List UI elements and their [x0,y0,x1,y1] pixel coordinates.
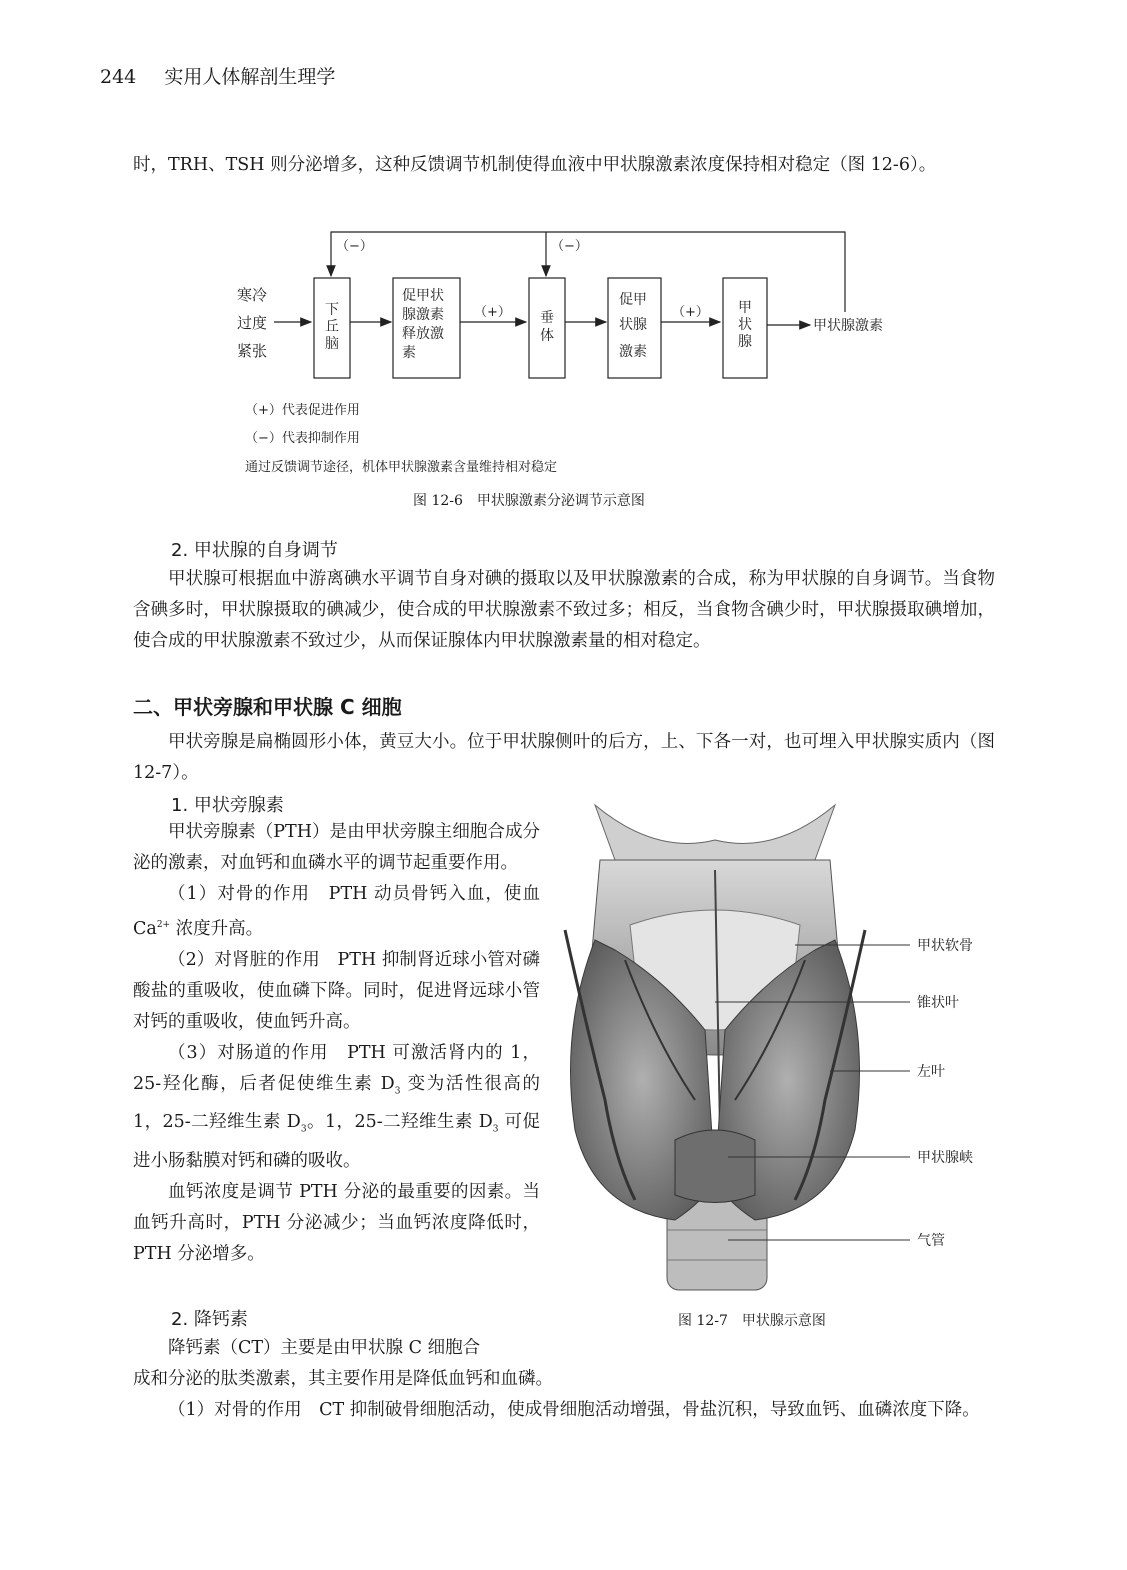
d3-subscript: 3 [492,1124,499,1135]
pth-p3: （2）对肾脏的作用 PTH 抑制肾近球小管对磷酸盐的重吸收，使血磷下降。同时，促进肾远球小管对钙的重吸收，使血钙升高。 [133,949,540,1032]
pth-p2-text: （1）对骨的作用 PTH 动员骨钙入血，使血 Ca [133,884,540,939]
ct-p1-line2: 成和分泌的肽类激素，其主要作用是降低血钙和血磷。 [133,1369,553,1389]
label-pyramidal-lobe: 锥状叶 [917,995,959,1011]
ct-heading: 2. 降钙素 [171,1309,248,1330]
d3-subscript: 3 [394,1086,401,1097]
label-thyroid-cartilage: 甲状软骨 [917,938,973,954]
plus-label-1: （+） [474,305,511,320]
page-number: 244 [100,66,137,88]
parathyroid-intro-text: 甲状旁腺是扁椭圆形小体，黄豆大小。位于甲状腺侧叶的后方，上、下各一对，也可埋入甲状腺实质内（图 12-7）。 [133,732,995,783]
plus-label-2: （+） [672,305,709,320]
pth-heading: 1. 甲状旁腺素 [171,795,284,816]
box-trh-line: 腺激素 [402,307,444,323]
legend-plus: （+）代表促进作用 [245,403,360,418]
legend-minus: （−）代表抑制作用 [245,431,360,446]
box-hypothalamus-char: 脑 [325,336,339,352]
stimulus-excess: 过度 [237,314,268,332]
box-pituitary-char: 体 [540,328,554,344]
ct-p1-line1: 降钙素（CT）主要是由甲状腺 C 细胞合 [168,1338,481,1358]
label-isthmus: 甲状腺峡 [917,1150,973,1166]
minus-label-2: （−） [551,239,588,254]
pth-p1: 甲状旁腺素（PTH）是由甲状旁腺主细胞合成分泌的激素，对血钙和血磷水平的调节起重要作用。 [133,822,540,873]
intro-paragraph: 时，TRH、TSH 则分泌增多，这种反馈调节机制使得血液中甲状腺激素浓度保持相对稳定（图 12-6）。 [133,155,937,175]
box-thyroid-char: 甲 [738,300,752,316]
legend-note: 通过反馈调节途径，机体甲状腺激素含量维持相对稳定 [245,460,558,475]
box-thyroid-char: 腺 [738,334,752,350]
box-tsh-line: 促甲 [619,292,647,308]
book-title: 实用人体解剖生理学 [164,66,336,88]
ca-superscript: 2+ [156,920,171,930]
box-hypothalamus-char: 下 [325,302,339,318]
pth-p4-c: 。1，25-二羟维生素 D [306,1112,493,1133]
output-label: 甲状腺激素 [813,318,883,334]
sec2-heading: 2. 甲状腺的自身调节 [171,540,338,561]
pth-p2-text-end: 浓度升高。 [170,918,264,939]
minus-label-1: （−） [336,239,373,254]
box-pituitary-char: 垂 [540,310,554,326]
box-tsh-line: 激素 [619,344,647,360]
d3-subscript: 3 [300,1124,307,1135]
box-trh-line: 素 [402,345,416,361]
stimulus-stress: 紧张 [237,342,268,360]
pth-p4-b: 变为活性很高的 1，25-二羟维生素 D [133,1073,541,1133]
box-trh-line: 促甲状 [402,288,444,304]
stimulus-cold: 寒冷 [237,286,268,304]
box-thyroid-char: 状 [738,317,752,333]
section-title: 二、甲状旁腺和甲状腺 C 细胞 [133,695,402,719]
pth-p5: 血钙浓度是调节 PTH 分泌的最重要的因素。当血钙升高时，PTH 分泌减少；当血钙浓度降低时，PTH 分泌增多。 [133,1181,540,1264]
fig-12-6-caption: 图 12-6 甲状腺激素分泌调节示意图 [413,493,645,509]
label-trachea: 气管 [917,1233,945,1249]
ct-p2: （1）对骨的作用 CT 抑制破骨细胞活动，使成骨细胞活动增强，骨盐沉积，导致血钙、血磷浓度下降。 [168,1400,980,1420]
box-hypothalamus-char: 丘 [325,319,339,335]
sec2-text: 甲状腺可根据血中游离碘水平调节自身对碘的摄取以及甲状腺激素的合成，称为甲状腺的自身调节。当食物含碘多时，甲状腺摄取的碘减少，使合成的甲状腺激素不致过多；相反，当食物含碘少时，甲状腺摄取碘增加，使合成的甲状腺激素不致过少，从而保证腺体内甲状腺激素量的相对稳定。 [133,569,995,651]
pth-p4-a: （3）对肠道的作用 PTH 可激活肾内的 1，25-羟化酶，后者促使维生素 D [133,1042,540,1094]
box-trh-line: 释放激 [402,326,444,342]
label-left-lobe: 左叶 [917,1064,945,1080]
pth-p4-d: 可促进小肠黏膜对钙和磷的吸收。 [133,1112,540,1171]
fig-12-7-caption: 图 12-7 甲状腺示意图 [678,1313,826,1329]
box-tsh-line: 状腺 [619,317,647,333]
